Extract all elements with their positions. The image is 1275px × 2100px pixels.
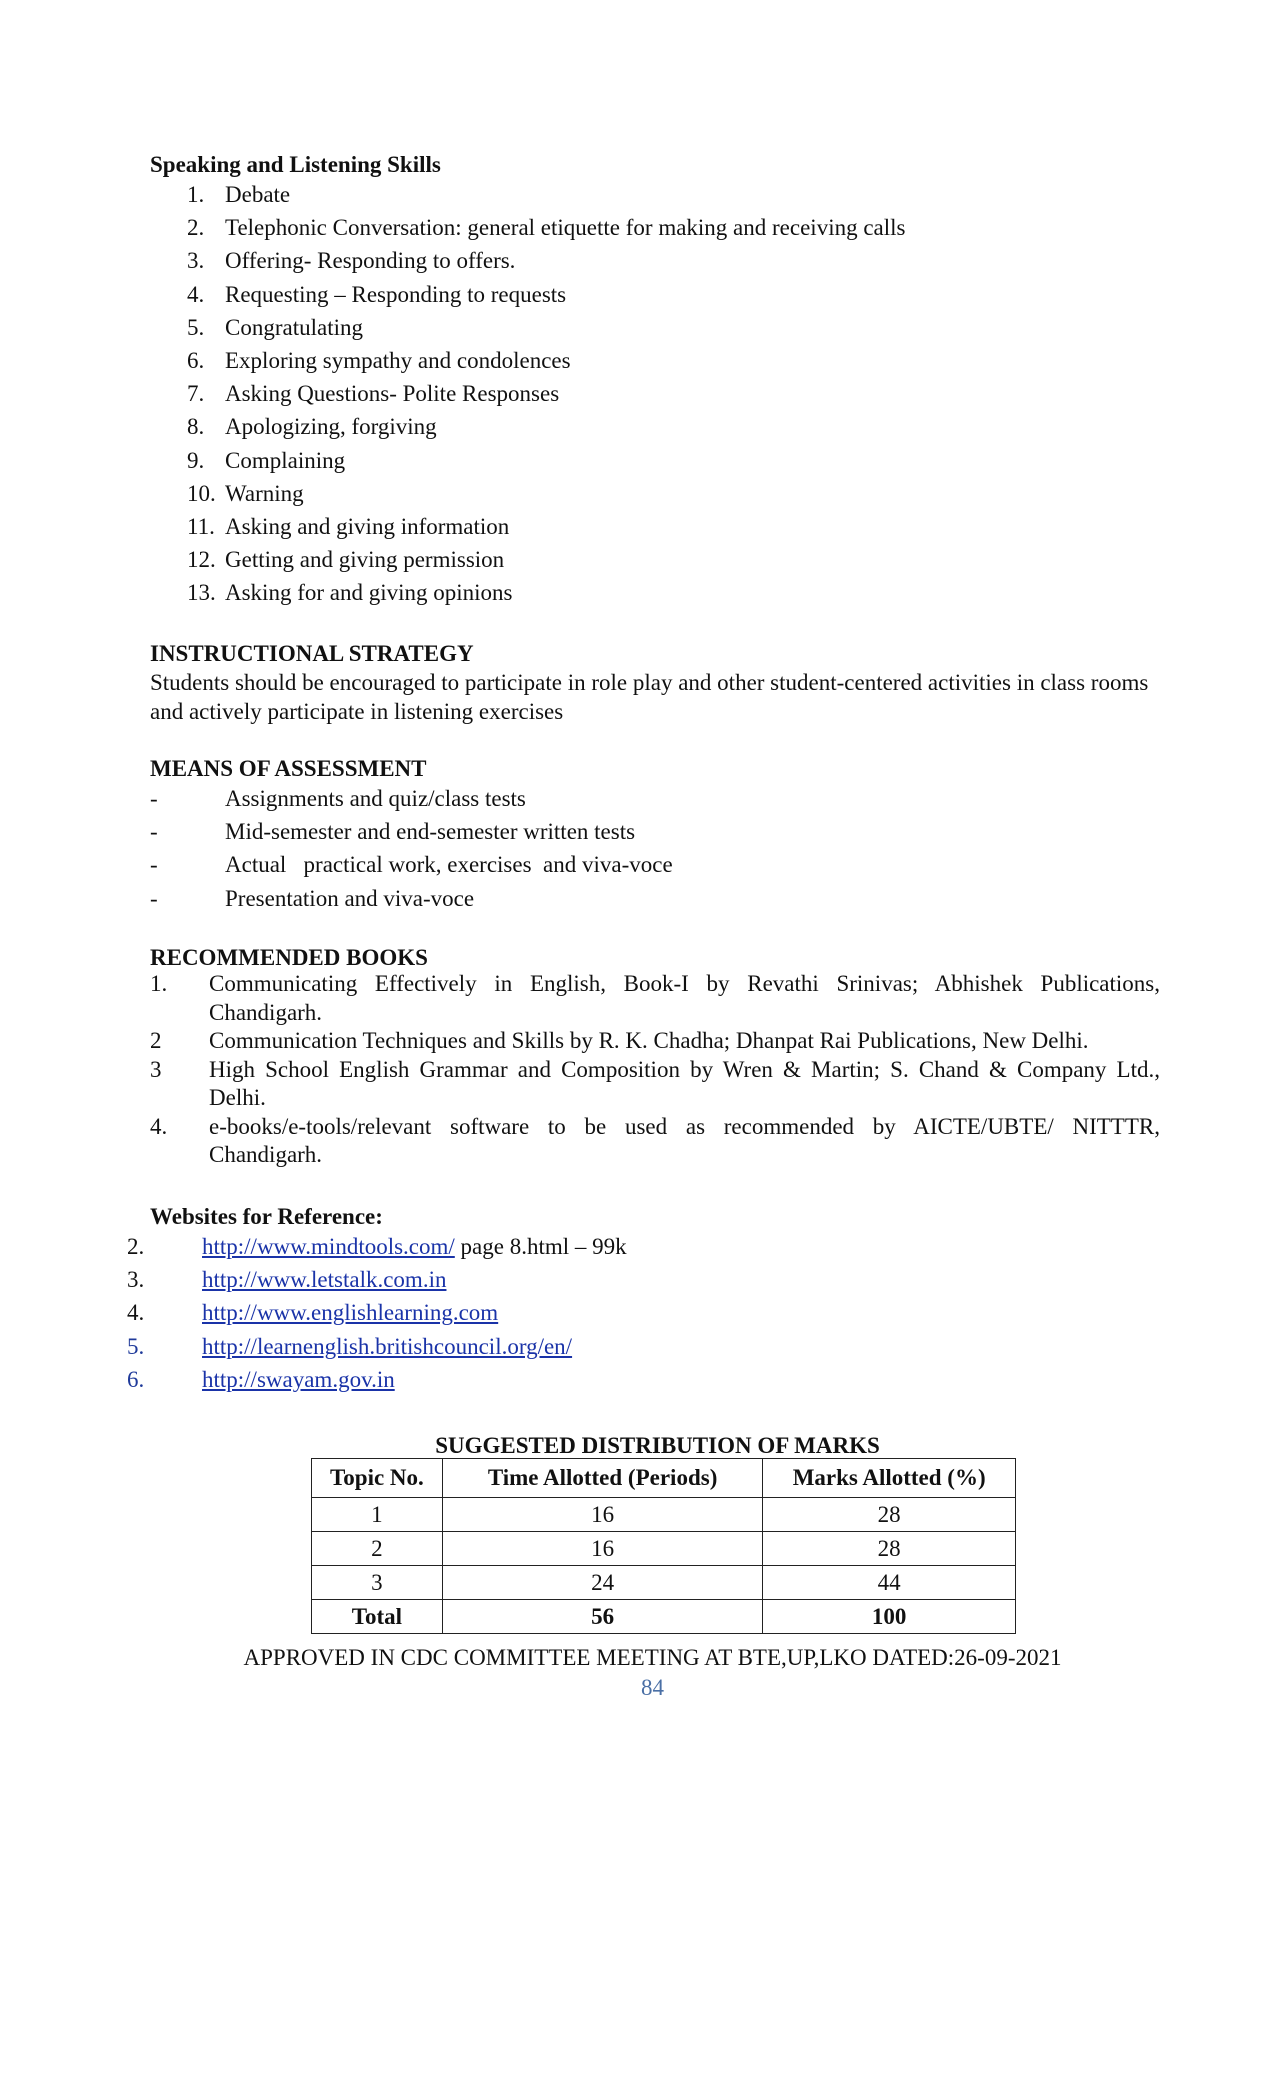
table-cell: 1 [312, 1498, 443, 1532]
table-cell: 44 [763, 1566, 1016, 1600]
list-item: 2. http://www.mindtools.com/ page 8.html – 99k [127, 1230, 627, 1263]
website-link[interactable]: http://www.letstalk.com.in [202, 1267, 447, 1293]
list-item: 12. Getting and giving permission [187, 547, 505, 573]
assessment-heading: MEANS OF ASSESSMENT [150, 756, 427, 781]
column-header: Marks Allotted (%) [763, 1459, 1016, 1498]
strategy-paragraph: Students should be encouraged to participate in role play and other student-centered activities in class rooms and actively participate in listening exercises [150, 670, 1149, 724]
marks-table-title: SUGGESTED DISTRIBUTION OF MARKS [435, 1433, 880, 1458]
list-item: 4. e-books/e-tools/relevant software to be used as recommended by AICTE/UBTE/ NITTTR, Chandigarh. [150, 1113, 1160, 1167]
table-cell: 56 [442, 1600, 763, 1634]
list-item: 5. http://learnenglish.britishcouncil.org/en/ [127, 1330, 627, 1363]
websites-list [127, 1230, 627, 1396]
list-item: 7. Asking Questions- Polite Responses [187, 381, 560, 407]
strategy-heading: INSTRUCTIONAL STRATEGY [150, 641, 474, 666]
list-item: 13. Asking for and giving opinions [187, 580, 513, 606]
website-link[interactable]: http://www.englishlearning.com [202, 1300, 499, 1326]
table-cell: 2 [312, 1532, 443, 1566]
table-cell: 16 [442, 1498, 763, 1532]
list-item: 1. Debate [187, 182, 291, 207]
table-total-row [312, 1600, 1016, 1634]
list-item: - Assignments and quiz/class tests [150, 786, 526, 811]
marks-table [311, 1458, 1016, 1634]
assessment-list [150, 782, 673, 915]
list-item: 1. Communicating Effectively in English, Book-I by Revathi Srinivas; Abhishek Publications, Chandigarh. [150, 971, 1160, 1025]
list-item: 4. http://www.englishlearning.com [127, 1296, 627, 1329]
table-cell: 28 [763, 1498, 1016, 1532]
speaking-skills-list [150, 178, 905, 609]
website-link[interactable]: http://www.mindtools.com/ [202, 1234, 455, 1259]
websites-heading: Websites for Reference: [150, 1204, 383, 1229]
column-header: Time Allotted (Periods) [442, 1459, 763, 1498]
list-item: - Actual practical work, exercises and viva-voce [150, 852, 673, 878]
list-item: 8. Apologizing, forgiving [187, 414, 437, 440]
list-item: 6. Exploring sympathy and condolences [187, 347, 571, 373]
list-item: 3 High School English Grammar and Composition by Wren & Martin; S. Chand & Company Ltd., Delhi. [150, 1056, 1160, 1110]
table-row [312, 1498, 1016, 1532]
list-item: 9. Complaining [187, 447, 346, 473]
table-header-row [312, 1459, 1016, 1498]
table-cell: 16 [442, 1532, 763, 1566]
list-item: 10. Warning [187, 480, 304, 506]
list-item: - Presentation and viva-voce [150, 885, 475, 911]
approval-footer: APPROVED IN CDC COMMITTEE MEETING AT BTE,UP,LKO DATED:26-09-2021 [243, 1645, 1062, 1670]
page-number: 84 [641, 1675, 664, 1700]
table-row [312, 1566, 1016, 1600]
table-cell: 24 [442, 1566, 763, 1600]
list-item: 2. Telephonic Conversation: general etiquette for making and receiving calls [187, 215, 906, 241]
table-cell: 3 [312, 1566, 443, 1600]
table-cell: Total [312, 1600, 443, 1634]
website-link[interactable]: http://learnenglish.britishcouncil.org/en/ [202, 1333, 573, 1359]
table-cell: 28 [763, 1532, 1016, 1566]
list-item: 11. Asking and giving information [187, 513, 510, 539]
list-item: 3. http://www.letstalk.com.in [127, 1263, 627, 1296]
books-list [150, 970, 1160, 1170]
list-item: 2 Communication Techniques and Skills by R. K. Chadha; Dhanpat Rai Publications, New Delhi. [150, 1028, 1089, 1053]
list-item: 5. Congratulating [187, 314, 363, 340]
table-row [312, 1532, 1016, 1566]
website-link[interactable]: http://swayam.gov.in [202, 1366, 395, 1392]
list-item: 3. Offering- Responding to offers. [187, 248, 516, 274]
list-item: - Mid-semester and end-semester written tests [150, 819, 636, 845]
books-heading: RECOMMENDED BOOKS [150, 945, 428, 970]
column-header: Topic No. [312, 1459, 443, 1498]
list-item: 6. http://swayam.gov.in [127, 1363, 627, 1396]
list-item: 4. Requesting – Responding to requests [187, 281, 567, 307]
table-cell: 100 [763, 1600, 1016, 1634]
speaking-heading: Speaking and Listening Skills [150, 152, 441, 177]
